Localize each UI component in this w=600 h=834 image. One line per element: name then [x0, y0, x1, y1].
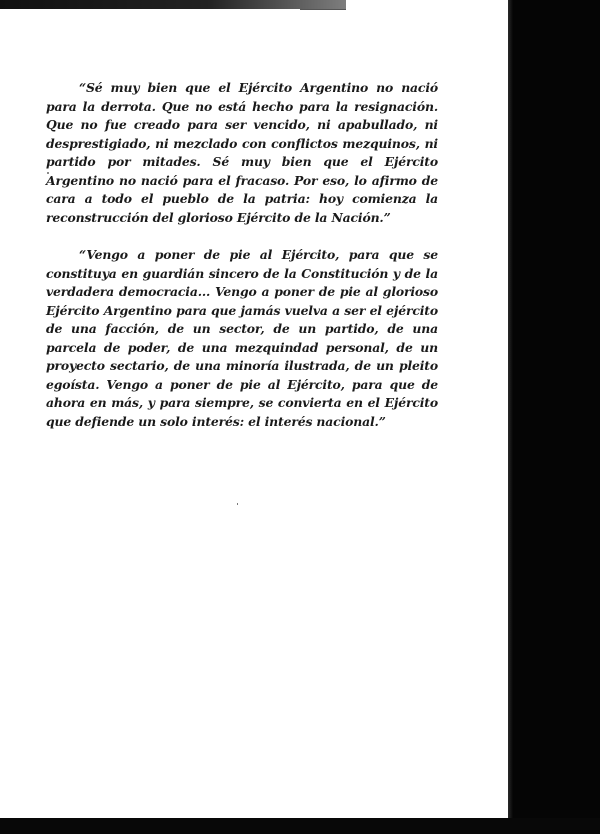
scan-speck — [237, 503, 238, 505]
scan-top-edge-line — [300, 9, 346, 10]
quote-paragraph-2: “Vengo a poner de pie al Ejército, para que se constituya en guardián sincero de la Constitución y de la verdadera democracia... Vengo a poner de pie al glorioso Ejército Argentino para que jamás vuelva a ser el ejército de una facción, de un sector, de un partido, de una parcela de poder, de una mezquindad personal, de un proyecto sectario, de una minoría ilustrada, de un pleito egoísta. Vengo a poner de pie al Ejército, para que de ahora en más, y para siempre, se convierta en el Ejército que defiende un solo interés: el interés nacional.” — [46, 247, 438, 429]
page-body — [46, 79, 438, 431]
quote-paragraph-1: “Sé muy bien que el Ejército Argentino no nació para la derrota. Que no está hecho para la resignación. Que no fue creado para ser vencido, ni apabullado, ni desprestigiado, ni mezclado con conflictos mezquinos, ni partido por mitades. Sé muy bien que el Ejército Argentino no nació para el fracaso. Por eso, lo afirmo de cara a todo el pueblo de la patria: hoy comienza la reconstrucción del glorioso Ejército de la Nación.” — [46, 80, 438, 225]
scan-right-edge — [508, 0, 600, 834]
scan-bottom-edge — [0, 818, 600, 834]
scan-top-edge — [0, 0, 346, 9]
